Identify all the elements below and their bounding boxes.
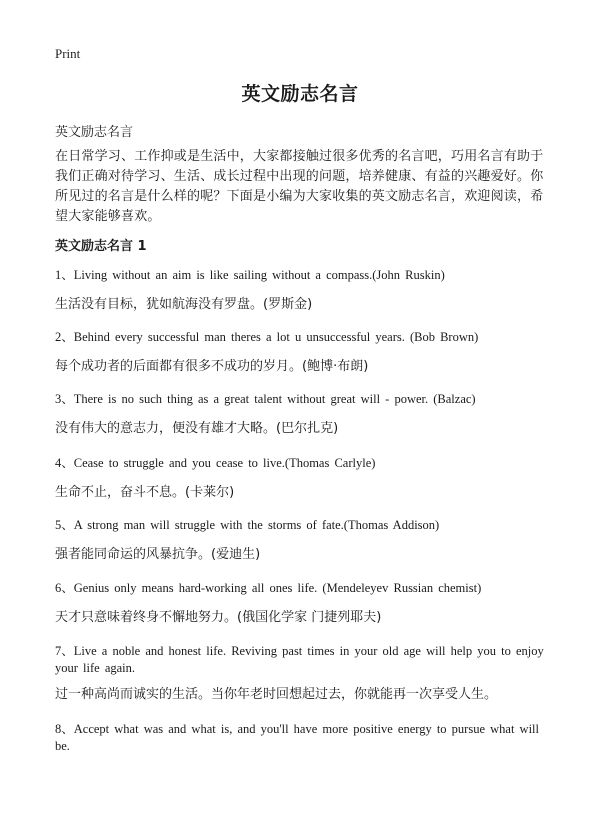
quote-chinese: 过一种高尚而诚实的生活。当你年老时回想起过去，你就能再一次享受人生。: [55, 687, 498, 702]
quote-english: 3、There is no such thing as a great talent without great will - power. (Balzac): [55, 392, 476, 406]
quote-english: 4、Cease to struggle and you cease to live.(Thomas Carlyle): [55, 456, 376, 470]
section-heading: 英文励志名言 1: [55, 239, 147, 254]
article-subtitle: 英文励志名言: [55, 125, 134, 140]
quote-chinese: 生命不止，奋斗不息。(卡莱尔): [55, 485, 235, 500]
quote-chinese: 每个成功者的后面都有很多不成功的岁月。(鲍博·布朗): [55, 359, 369, 374]
quote-chinese: 天才只意味着终身不懈地努力。(俄国化学家 门捷列耶夫): [55, 610, 382, 625]
quote-chinese: 生活没有目标，犹如航海没有罗盘。(罗斯金): [55, 297, 313, 312]
quote-chinese: 没有伟大的意志力，便没有雄才大略。(巴尔扎克): [55, 421, 339, 436]
print-link[interactable]: Print: [55, 46, 81, 61]
page-title: 英文励志名言: [241, 83, 359, 105]
quote-english: 1、Living without an aim is like sailing without a compass.(John Ruskin): [55, 268, 445, 282]
quote-english: 6、Genius only means hard-working all ones life. (Mendeleyev Russian chemist): [55, 581, 482, 595]
quote-chinese: 强者能同命运的风暴抗争。(爱迪生): [55, 547, 261, 562]
quote-english: 7、Live a noble and honest life. Reviving past times in your old age will help you to enjoy your life again.: [55, 644, 544, 675]
quote-english: 8、Accept what was and what is, and you'll have more positive energy to pursue what will be.: [55, 722, 539, 753]
intro-paragraph: 在日常学习、工作抑或是生活中，大家都接触过很多优秀的名言吧，巧用名言有助于我们正确对待学习、生活、成长过程中出现的问题，培养健康、有益的兴趣爱好。你所见过的名言是什么样的呢？下面是小编为大家收集的英文励志名言，欢迎阅读，希望大家能够喜欢。: [55, 149, 544, 224]
quote-english: 2、Behind every successful man theres a lot u unsuccessful years. (Bob Brown): [55, 330, 479, 344]
quote-english: 5、A strong man will struggle with the storms of fate.(Thomas Addison): [55, 518, 440, 532]
